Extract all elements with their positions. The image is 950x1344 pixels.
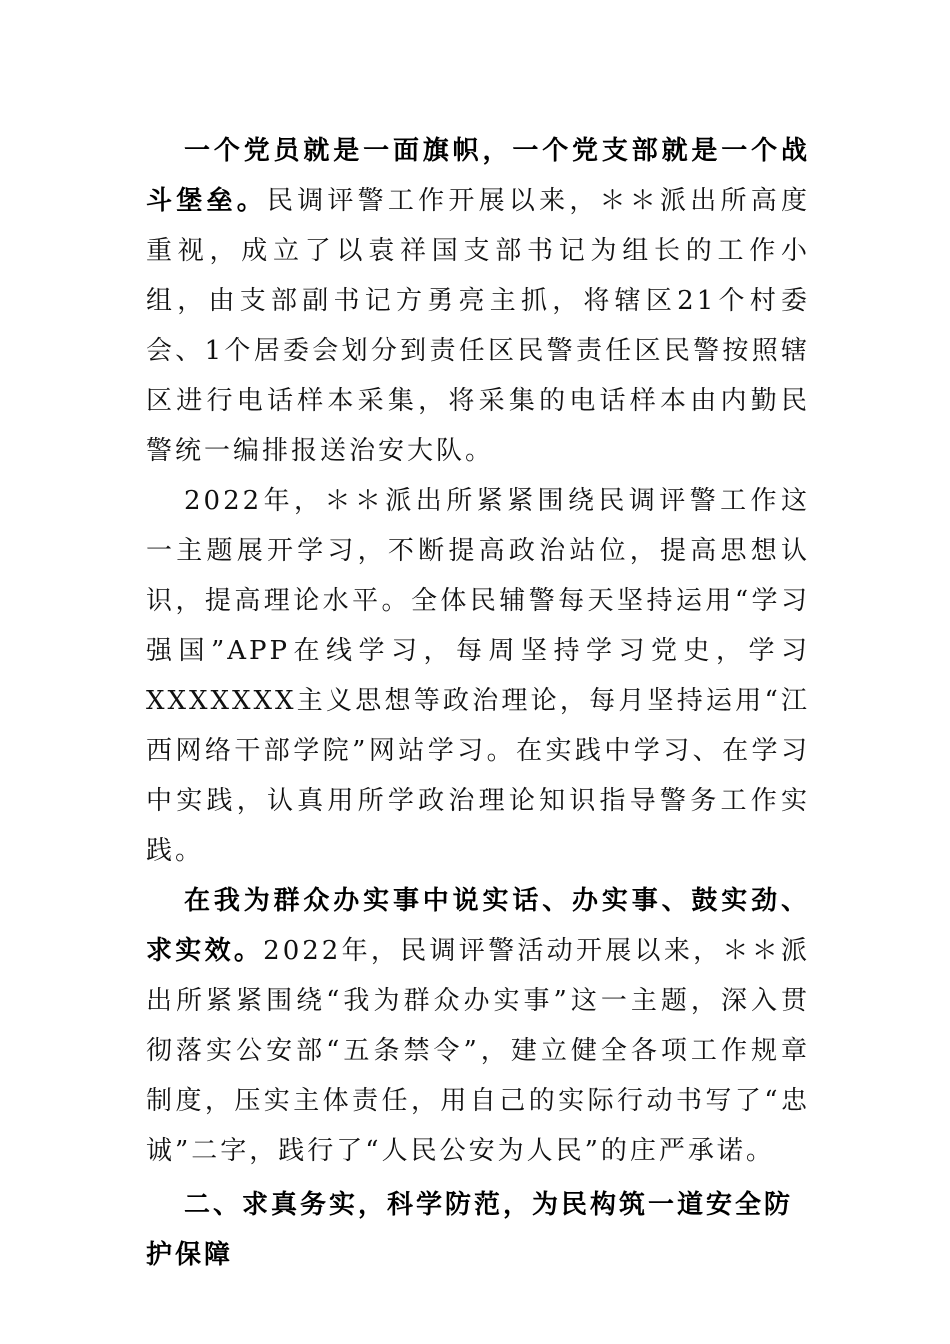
document-body [146, 126, 810, 1280]
paragraph-body: 2022年，＊＊派出所紧紧围绕民调评警工作这一主题展开学习，不断提高政治站位，提高思想认识，提高理论水平。全体民辅警每天坚持运用“学习强国”APP在线学习，每周坚持学习党史，学习XXXXXXX主义思想等政治理论，每月坚持运用“江西网络干部学院”网站学习。在实践中学习、在学习中实践，认真用所学政治理论知识指导警务工作实践。 [146, 486, 810, 866]
paragraph-body: 2022年，民调评警活动开展以来，＊＊派出所紧紧围绕“我为群众办实事”这一主题，深入贯彻落实公安部“五条禁令”，建立健全各项工作规章制度，压实主体责任，用自己的实际行动书写了“忠诚”二字，践行了“人民公安为人民”的庄严承诺。 [146, 936, 810, 1166]
paragraph-body: 民调评警工作开展以来，＊＊派出所高度重视，成立了以袁祥国支部书记为组长的工作小组，由支部副书记方勇亮主抓，将辖区21个村委会、1个居委会划分到责任区民警责任区民警按照辖区进行电话样本采集，将采集的电话样本由内勤民警统一编排报送治安大队。 [146, 186, 810, 466]
paragraph-lead: 在我为群众办实事中说实话、办实事、鼓实劲、求实效。 [146, 886, 810, 966]
paragraph-practical-work [146, 876, 810, 1176]
paragraph-party-banner [146, 126, 810, 476]
section-heading: 二、求真务实，科学防范，为民构筑一道安全防护保障 [146, 1190, 794, 1270]
paragraph-lead: 一个党员就是一面旗帜，一个党支部就是一个战斗堡垒。 [146, 136, 810, 216]
paragraph-study [146, 476, 810, 876]
